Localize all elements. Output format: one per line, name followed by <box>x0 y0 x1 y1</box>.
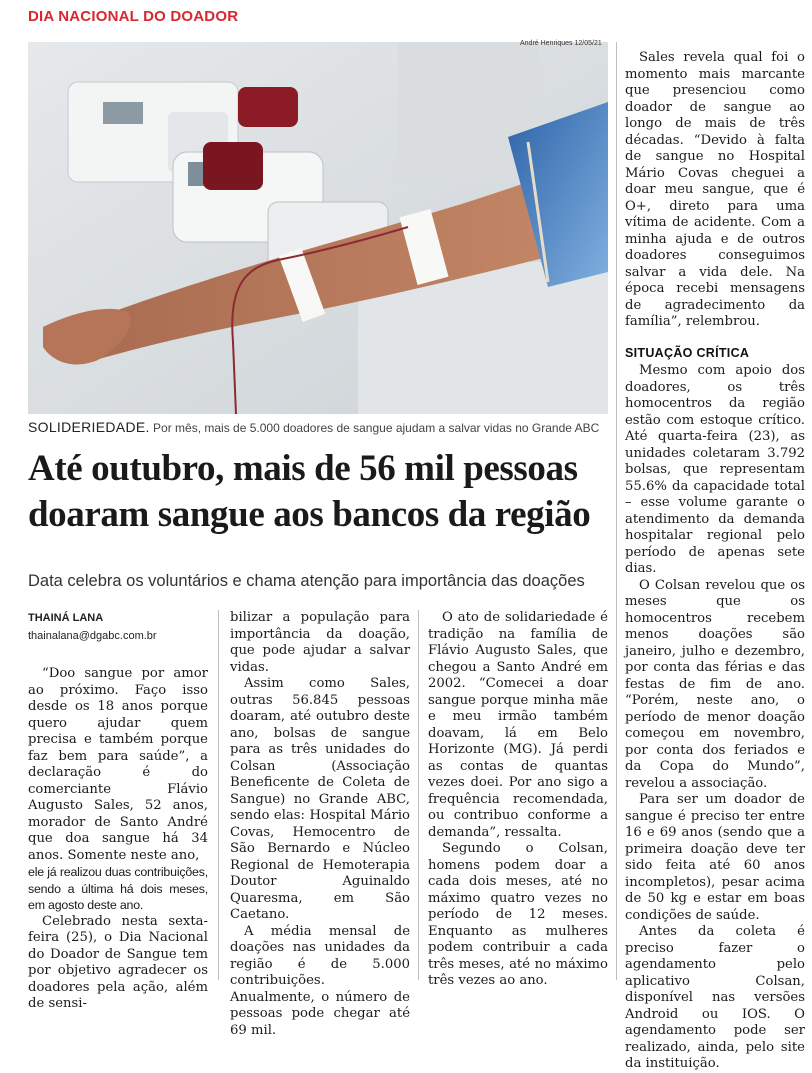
paragraph: Celebrado nesta sexta-feira (25), o Dia Nacional do Doador de Sangue tem por objetivo agradecer os doadores pela ação, além de sensi- <box>28 913 208 1011</box>
paragraph: ele já realizou duas contribuições, sendo a última há dois meses, em agosto deste ano. <box>28 865 208 912</box>
article-column-4 <box>625 50 805 1073</box>
section-label: DIA NACIONAL DO DOADOR <box>28 8 239 25</box>
paragraph: O ato de solidariedade é tradição na família de Flávio Augusto Sales, que chegou a Santo André em 2002. “Comecei a doar sangue porque minha mãe e meu irmão também doavam, lá em Belo Horizonte (MG). Já perdi as contas de quantas vezes doei. Por ano sigo a frequência recomendada, ou contribuo conforme a demanda”, ressalta. <box>428 610 608 840</box>
article-photo <box>28 42 608 414</box>
paragraph: bilizar a população para importância da doação, que pode ajudar a salvar vidas. <box>230 610 410 675</box>
article-column-3 <box>428 610 608 990</box>
paragraph: Para ser um doador de sangue é preciso ter entre 16 e 69 anos (sendo que a primeira doação deve ter sido feita até 60 anos incompletos), pesar acima de 50 kg e estar em boas condições de saúde. <box>625 792 805 923</box>
section-subtitle: SITUAÇÃO CRÍTICA <box>625 345 750 360</box>
article-column-1 <box>28 666 208 1013</box>
caption-kicker: SOLIDERIEDADE. <box>28 419 150 435</box>
paragraph: “Doo sangue por amor ao próximo. Faço isso desde os 18 anos porque quero ajudar quem precisa e também porque faz bem para saúde”, a declaração é do comerciante Flávio Augusto Sales, 52 anos, morador de Santo André que doa sangue há 34 anos. Somente neste ano, <box>28 666 208 863</box>
paragraph: Sales revela qual foi o momento mais marcante que presenciou como doador de sangue ao longo de mais de três décadas. “Devido à falta de sangue no Hospital Mário Covas cheguei a doar meu sangue, que é O+, direto para uma vítima de acidente. Com a minha ajuda e de outros doadores conseguimos salvar a vida dele. Na época recebi mensagens de agradecimento da família”, relembrou. <box>625 50 805 329</box>
headline <box>28 446 608 538</box>
column-divider <box>218 610 219 980</box>
blood-donation-photo <box>28 42 608 414</box>
paragraph: Assim como Sales, outras 56.845 pessoas doaram, até outubro deste ano, bolsas de sangue para as três unidades do Colsan (Associação Beneficente de Coleta de Sangue) no Grande ABC, sendo elas: Hospital Mário Covas, Hemocentro de São Bernardo e Núcleo Regional de Hemoterapia Doutor Aguinaldo Quaresma, em São Caetano. <box>230 676 410 922</box>
headline-line-1: Até outubro, mais de 56 mil pessoas <box>28 448 578 489</box>
byline-author: THAINÁ LANA <box>28 612 104 624</box>
paragraph: A média mensal de doações nas unidades da região é de 5.000 contribuições. Anualmente, o número de pessoas pode chegar até 69 mil. <box>230 923 410 1038</box>
photo-credit: André Henriques 12/05/21 <box>520 40 602 47</box>
column-divider <box>418 610 419 980</box>
article-column-2 <box>230 610 410 1039</box>
paragraph: Mesmo com apoio dos doadores, os três homocentros da região estão com estoque crítico. Até quarta-feira (23), as unidades coletaram 3.792 bolsas, que representam 55.6% da capacidade total – esse volume garante o atendimento da demanda hospitalar regional pelo período de apenas sete dias. <box>625 363 805 576</box>
caption-text: Por mês, mais de 5.000 doadores de sangue ajudam a salvar vidas no Grande ABC <box>149 421 600 435</box>
paragraph: O Colsan revelou que os meses que os homocentros recebem menos doações são janeiro, julho e dezembro, por conta das férias e das festas de fim de ano. “Porém, neste ano, o período de menor doação começou em novembro, por conta dos feriados e da Copa do Mundo”, revelou a associação. <box>625 577 805 791</box>
photo-caption <box>28 419 613 435</box>
subheadline: Data celebra os voluntários e chama atenção para importância das doações <box>28 572 585 590</box>
column-divider <box>616 42 617 980</box>
headline-line-2: doaram sangue aos bancos da região <box>28 494 591 535</box>
paragraph: Antes da coleta é preciso fazer o agendamento pelo aplicativo Colsan, disponível nas versões Android ou IOS. O agendamento pode ser realizado, ainda, pelo site da instituição. <box>625 924 805 1071</box>
paragraph: Segundo o Colsan, homens podem doar a cada dois meses, até no máximo quatro vezes no período de 12 meses. Enquanto as mulheres podem contribuir a cada três meses, até no máximo três vezes ao ano. <box>428 841 608 988</box>
byline-email[interactable]: thainalana@dgabc.com.br <box>28 630 157 642</box>
